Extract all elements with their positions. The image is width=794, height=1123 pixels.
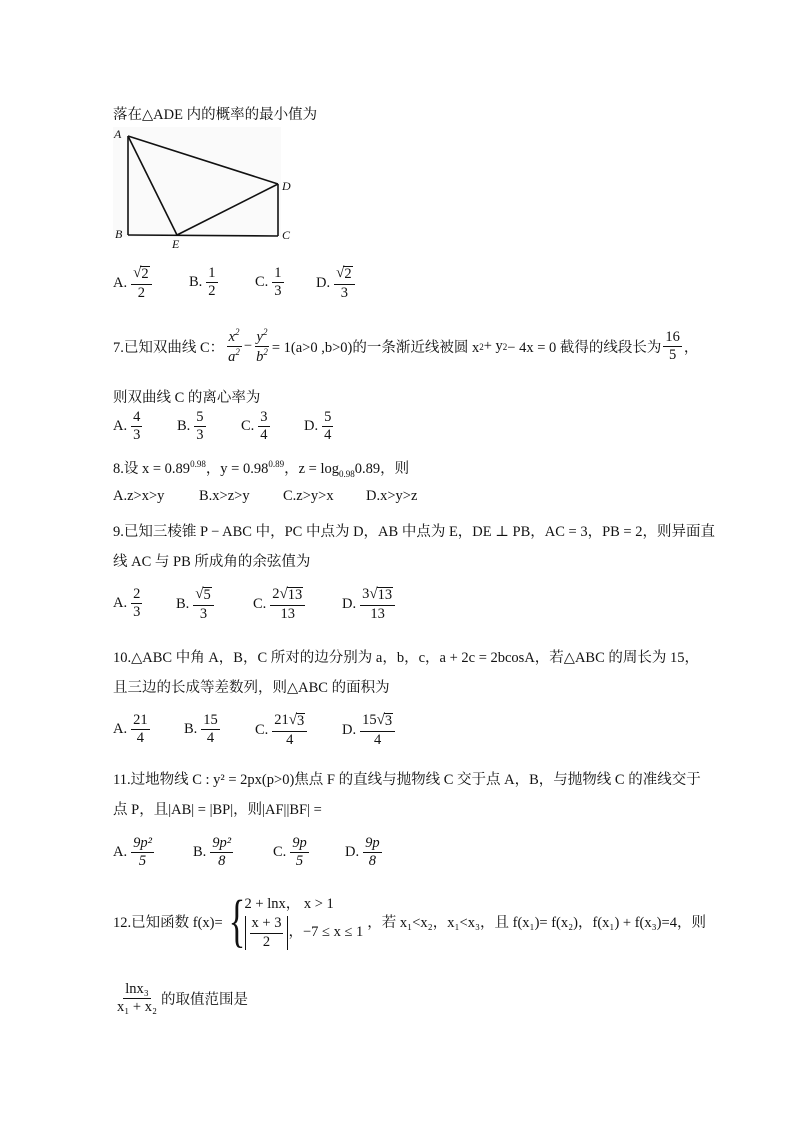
q11-option-c[interactable]: C. $\frac{9p}{5}$: [273, 835, 307, 870]
q10-option-d[interactable]: D. 15 √ 3 4: [342, 713, 397, 748]
left-brace-icon: {: [228, 888, 245, 953]
q9-line2: 线 AC 与 PB 所成角的余弦值为: [113, 554, 311, 570]
q12-question: $\frac{\text{lnx₃}}{\text{x₁ + x₂}}$ 的取值范围是: [117, 981, 249, 1016]
q7-option-c[interactable]: C. $\frac{3}{4}$: [241, 409, 268, 444]
segment-bc: [128, 235, 278, 236]
q10-line2: 且三边的长成等差数列，则△ABC 的面积为: [113, 680, 390, 696]
q12-case-2: $\frac{x + 3}{2}$ ，−7 ≤ x ≤ 1: [245, 916, 364, 949]
q12-case-1: 2 + lnx， x > 1: [244, 896, 334, 913]
label-e: E: [172, 237, 180, 249]
q10-option-b[interactable]: B. $\frac{15}{4}$: [184, 712, 218, 747]
q10-option-c[interactable]: C. 21 √ 3 4: [255, 713, 309, 748]
q8-option-a[interactable]: A.z>x>y: [113, 488, 165, 504]
label-b: B: [115, 227, 123, 241]
q8-stem: 8.设 $x = 0.89^{0.98}$，$y = 0.98^{0.89}$，$z = \log_{0.98}0.89$，则: [113, 459, 410, 479]
q7-option-d[interactable]: D. $\frac{5}{4}$: [304, 409, 332, 444]
q11-option-a[interactable]: A. $\frac{\text{9p²}}{5}$: [113, 835, 152, 870]
geometry-figure: [110, 124, 305, 249]
q8-option-b[interactable]: B.x>z>y: [199, 488, 250, 504]
q10-line1: 10.△ABC 中角 A，B，C 所对的边分别为 a，b，c，a + 2c = 2bcosA，若△ABC 的周长为 15，: [113, 650, 700, 666]
q11-line1: 11.过地物线 C : y² = 2px(p>0)焦点 F 的直线与抛物线 C 交于点 A，B，与抛物线 C 的准线交于: [113, 772, 701, 788]
q10-option-a[interactable]: A. $\frac{21}{4}$: [113, 712, 148, 747]
label-a: A: [114, 127, 122, 141]
q9-option-a[interactable]: A. $\frac{2}{3}$: [113, 586, 141, 621]
q9-option-d[interactable]: D. 3 √ 13 13: [342, 587, 397, 622]
q8-option-c[interactable]: C.z>y>x: [283, 488, 334, 504]
q9-option-b[interactable]: B. √ 5 3: [176, 587, 216, 622]
q6-option-b[interactable]: B. $\frac{1}{2}$: [189, 265, 216, 300]
q7-line2: 则双曲线 C 的离心率为: [113, 390, 261, 406]
label-c: C: [282, 228, 291, 242]
label-d: D: [282, 179, 291, 193]
q11-option-d[interactable]: D. $\frac{9p}{8}$: [345, 835, 380, 870]
q7-option-b[interactable]: B. $\frac{5}{3}$: [177, 409, 204, 444]
q8-option-d[interactable]: D.x>y>z: [366, 488, 418, 504]
q11-option-b[interactable]: B. $\frac{\text{9p²}}{8}$: [193, 835, 232, 870]
q6-option-c[interactable]: C. $\frac{1}{3}$: [255, 265, 282, 300]
q7-option-a[interactable]: A. $\frac{4}{3}$: [113, 409, 141, 444]
q12-stem: 12.已知函数 f(x)= { 2 + lnx， x > 1 $\frac{x + 3}{2}$ ，−7 ≤ x ≤ 1 ，若 x₁<x₂，x₁<x₃，且 f(x₁)= f(x₂)，f(x₁) + f(x₃)=4，则: [113, 888, 706, 953]
q11-line2: 点 P，且|AB| = |BP|，则|AF||BF| =: [113, 802, 322, 818]
q7-stem: 7.已知双曲线 C： $\frac{x^2}{a^2}$ − $\frac{y^2}{b^2}$ = 1(a>0 ,b>0)的一条渐近线被圆 x 2 + y 2 − 4x = 0 截得的线段长为 $\frac{16}{5}$ ，: [113, 327, 699, 365]
q6-option-d[interactable]: D. √ 2 3: [316, 266, 357, 301]
q9-option-c[interactable]: C. 2 √ 13 13: [253, 587, 307, 622]
q6-option-a[interactable]: A. √ 2 2: [113, 266, 154, 301]
q6-tail-text: 落在△ADE 内的概率的最小值为: [113, 107, 318, 123]
q9-line1: 9.已知三棱锥 P − ABC 中，PC 中点为 D，AB 中点为 E，DE ⊥ PB，AC = 3，PB = 2，则异面直: [113, 524, 715, 540]
